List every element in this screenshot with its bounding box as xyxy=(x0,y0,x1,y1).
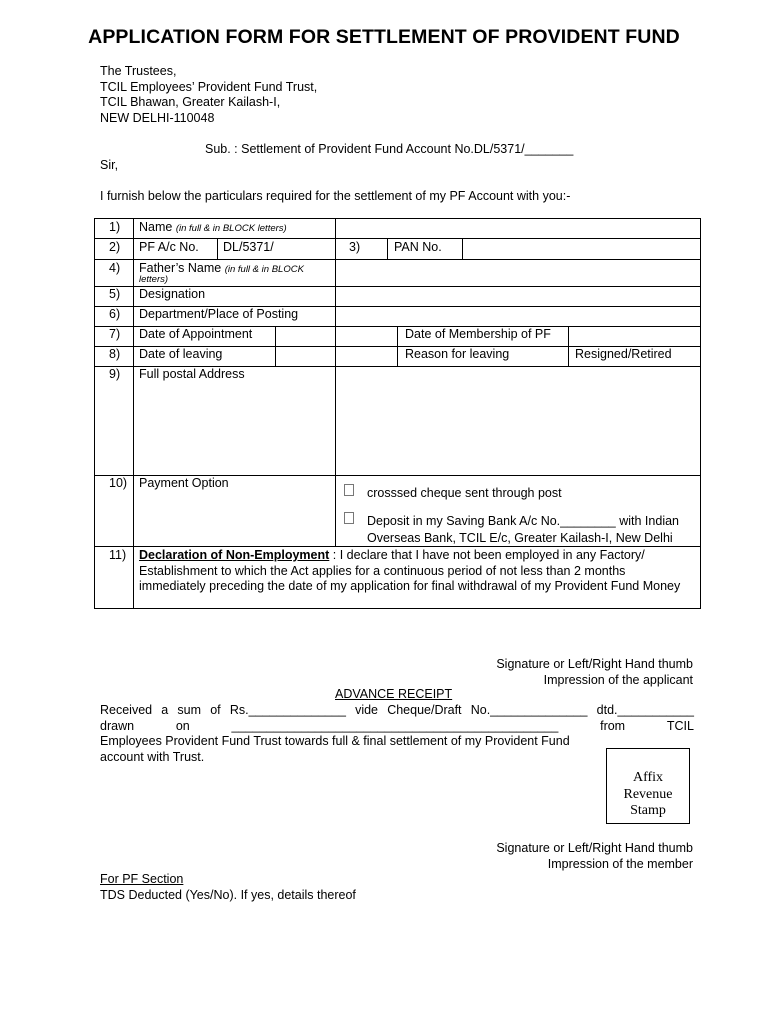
advance-receipt-text xyxy=(100,703,694,765)
father-name-hint-cont: letters) xyxy=(139,274,169,285)
particulars-table xyxy=(94,218,701,609)
payment-option-label: Payment Option xyxy=(139,476,229,490)
row-number: 8) xyxy=(109,347,121,361)
declaration-heading: Declaration of Non-Employment xyxy=(139,548,330,562)
signature-line: Impression of the member xyxy=(547,856,693,871)
postal-address-field[interactable] xyxy=(339,369,695,471)
pan-label: PAN No. xyxy=(394,240,442,254)
reason-value[interactable]: Resigned/Retired xyxy=(575,347,672,361)
receipt-word: Received xyxy=(100,703,153,717)
advance-receipt-heading: ADVANCE RECEIPT xyxy=(335,687,453,701)
membership-date-label: Date of Membership of PF xyxy=(405,327,551,341)
receipt-word: from xyxy=(600,718,626,733)
receipt-word: on xyxy=(175,718,190,733)
appointment-date-field[interactable] xyxy=(279,328,393,344)
salutation: Sir, xyxy=(100,158,119,172)
department-field[interactable] xyxy=(339,308,695,324)
department-label: Department/Place of Posting xyxy=(139,307,299,321)
designation-label: Designation xyxy=(139,287,206,301)
name-label xyxy=(139,220,287,234)
declaration-text xyxy=(139,548,695,595)
receipt-word: vide xyxy=(355,703,379,717)
row-number: 3) xyxy=(349,240,361,254)
address-line: TCIL Bhawan, Greater Kailash-I, xyxy=(100,95,281,109)
bank-deposit-label-cont: Overseas Bank, TCIL E/c, Greater Kailash-I, New Delhi xyxy=(367,531,673,545)
row-number: 11) xyxy=(109,548,127,562)
stamp-text: Stamp xyxy=(630,803,666,818)
stamp-text: Revenue xyxy=(623,786,673,802)
address-line: NEW DELHI-110048 xyxy=(100,110,215,125)
form-title: APPLICATION FORM FOR SETTLEMENT OF PROVIDENT FUND xyxy=(88,26,680,48)
receipt-word: drawn xyxy=(100,718,135,733)
cheque-number-blank[interactable]: No.______________ xyxy=(470,703,588,717)
receipt-line: Employees Provident Fund Trust towards full & final settlement of my Provident Fund xyxy=(100,734,570,748)
leaving-date-field[interactable] xyxy=(279,348,393,364)
applicant-signature xyxy=(496,657,693,688)
father-name-label xyxy=(139,261,304,275)
row-number: 1) xyxy=(109,220,121,234)
address-block xyxy=(100,64,317,126)
pf-section-heading: For PF Section xyxy=(100,872,184,886)
tds-line: TDS Deducted (Yes/No). If yes, details thereof xyxy=(100,888,356,902)
receipt-word: sum xyxy=(177,703,202,717)
father-name-hint: (in full & in BLOCK xyxy=(224,264,304,275)
receipt-word: TCIL xyxy=(666,718,694,733)
cheque-option-label: crosssed cheque sent through post xyxy=(367,486,562,500)
bank-deposit-label: Deposit in my Saving Bank A/c No.________ with Indian xyxy=(367,514,679,528)
pf-account-label: PF A/c No. xyxy=(139,240,199,254)
membership-date-field[interactable] xyxy=(572,328,696,344)
name-label-text: Name xyxy=(139,220,173,234)
pf-account-field[interactable]: DL/5371/ xyxy=(223,240,274,254)
address-line: The Trustees, xyxy=(100,64,177,78)
postal-address-label: Full postal Address xyxy=(139,367,245,381)
stamp-text: Affix xyxy=(632,770,664,785)
bank-deposit-checkbox[interactable] xyxy=(344,512,354,524)
member-signature xyxy=(496,841,693,872)
appointment-date-label: Date of Appointment xyxy=(139,327,253,341)
name-hint: (in full & in BLOCK letters) xyxy=(175,223,287,234)
amount-blank[interactable]: Rs.______________ xyxy=(229,703,346,717)
row-number: 5) xyxy=(109,287,121,301)
signature-line: Signature or Left/Right Hand thumb xyxy=(496,657,693,671)
pan-field[interactable] xyxy=(465,241,695,256)
signature-line: Impression of the applicant xyxy=(543,672,693,687)
address-line: TCIL Employees’ Provident Fund Trust, xyxy=(100,79,318,94)
father-name-label-text: Father’s Name xyxy=(139,261,222,275)
row-number: 6) xyxy=(109,307,121,321)
leaving-date-label: Date of leaving xyxy=(139,347,223,361)
intro-text: I furnish below the particulars required for the settlement of my PF Account with you:- xyxy=(100,189,571,203)
receipt-word: Cheque/Draft xyxy=(387,703,462,717)
row-number: 7) xyxy=(109,327,121,341)
name-field[interactable] xyxy=(339,221,695,236)
bank-name-blank[interactable]: _______________________________________________ xyxy=(231,718,559,733)
subject-line: Sub. : Settlement of Provident Fund Account No.DL/5371/_______ xyxy=(205,142,574,156)
designation-field[interactable] xyxy=(339,288,695,304)
receipt-word: of xyxy=(210,703,221,717)
receipt-line: account with Trust. xyxy=(100,749,205,764)
row-number: 2) xyxy=(109,240,121,254)
receipt-word: a xyxy=(161,703,169,717)
receipt-line xyxy=(100,719,694,735)
receipt-line xyxy=(100,703,694,719)
row-number: 9) xyxy=(109,367,121,381)
father-name-field[interactable] xyxy=(339,263,695,283)
row-number: 4) xyxy=(109,261,121,275)
cheque-option-checkbox[interactable] xyxy=(344,484,354,496)
declaration-body: : I declare that I have not been employed in any Factory/ Establishment to which the Act applies for a continuous period of not less than 2 months immediately preceding the date of my application for final withdrawal of my Provident Fund Money xyxy=(139,548,681,593)
row-number: 10) xyxy=(109,476,128,490)
signature-line: Signature or Left/Right Hand thumb xyxy=(496,841,693,855)
reason-label: Reason for leaving xyxy=(405,347,510,361)
revenue-stamp-box xyxy=(606,748,690,824)
cheque-date-blank[interactable]: dtd.___________ xyxy=(596,703,694,717)
